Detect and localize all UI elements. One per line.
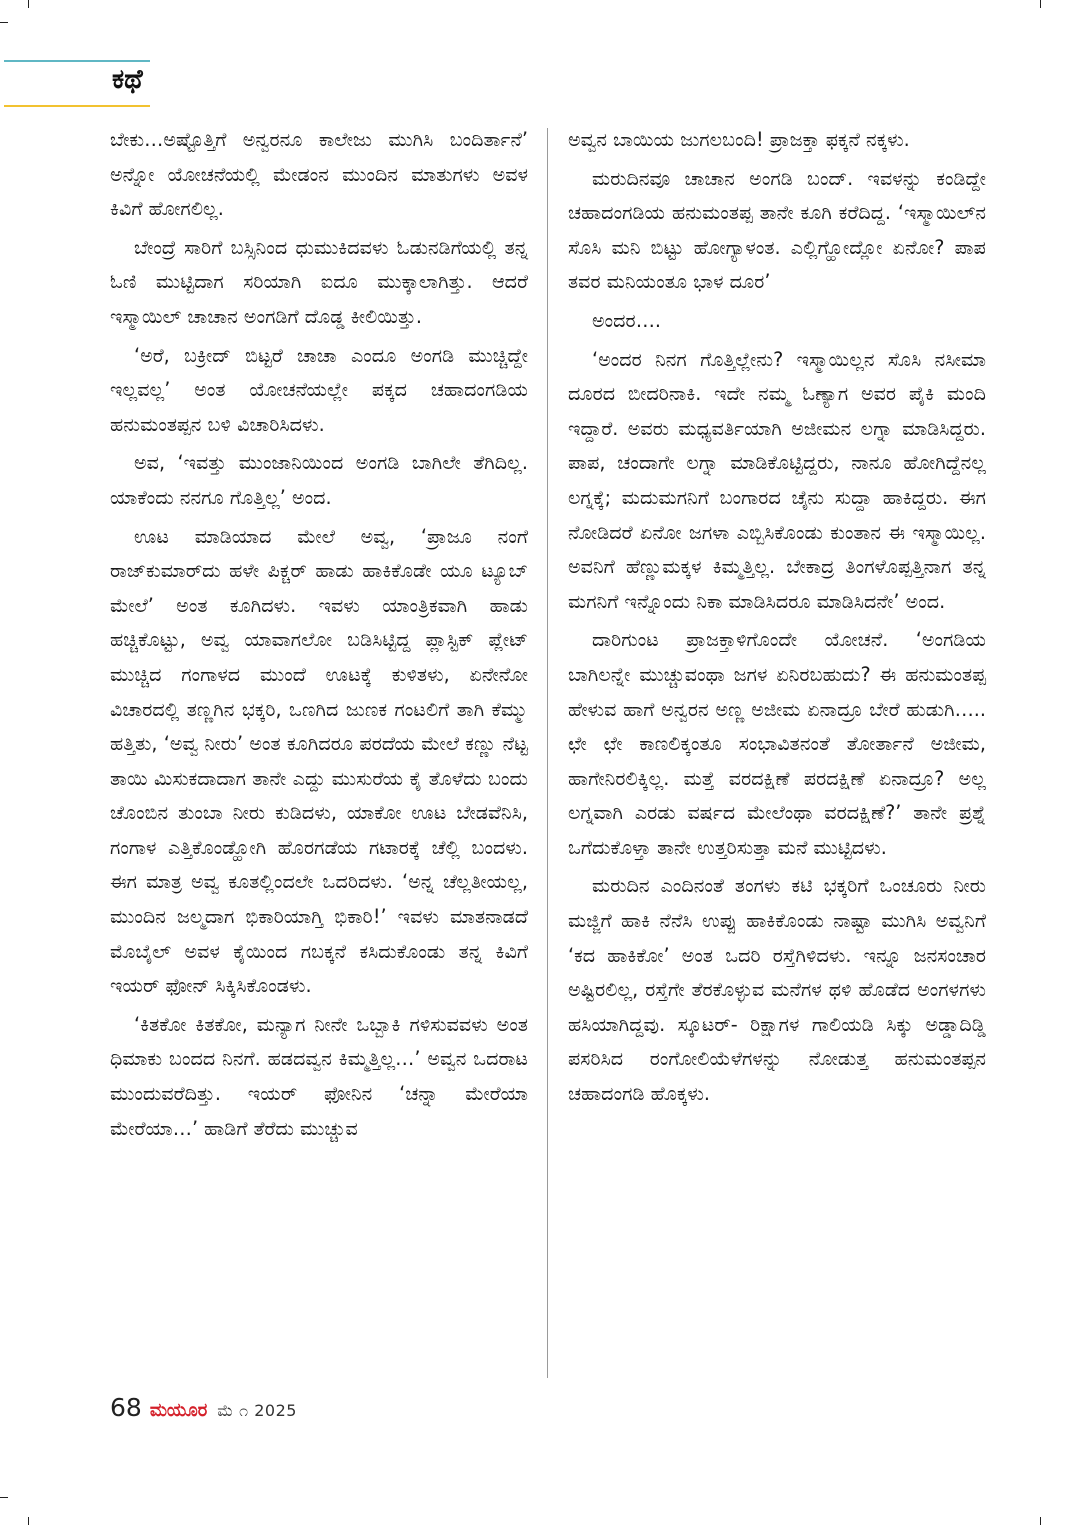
paragraph: ದಾರಿಗುಂಟ ಪ್ರಾಜಕ್ತಾಳಿಗೊಂದೇ ಯೋಚನೆ. ‘ಅಂಗಡಿಯ ಬಾಗಿಲನ್ನೇ ಮುಚ್ಚುವಂಥಾ ಜಗಳ ಏನಿರಬಹುದು? ಈ ಹನುಮಂತಪ್ಪ ಹೇಳುವ ಹಾಗೆ ಅನ್ವರನ ಅಣ್ಣ ಅಜೀಮ ಏನಾದ್ರೂ ಬೇರೆ ಹುಡುಗಿ….. ಛೇ ಛೇ ಕಾಣಲಿಕ್ಕಂತೂ ಸಂಭಾವಿತನಂತೆ ತೋರ್ತಾನೆ ಅಜೀಮ, ಹಾಗೇನಿರಲಿಕ್ಕಿಲ್ಲ. ಮತ್ತೆ ವರದಕ್ಷಿಣೆ ಪರದಕ್ಷಿಣೆ ಏನಾದ್ರೂ? ಅಲ್ಲ ಲಗ್ನವಾಗಿ ಎರಡು ವರ್ಷದ ಮೇಲೆಂಥಾ ವರದಕ್ಷಿಣೆ?’ ತಾನೇ ಪ್ರಶ್ನೆ ಒಗೆದುಕೊಳ್ತಾ ತಾನೇ ಉತ್ತರಿಸುತ್ತಾ ಮನೆ ಮುಟ್ಟಿದಳು. [568,628,986,859]
paragraph: ‘ಅರೆ, ಬಕ್ರೀದ್ ಬಿಟ್ಟರೆ ಚಾಚಾ ಎಂದೂ ಅಂಗಡಿ ಮುಚ್ಚಿದ್ದೇ ಇಲ್ಲವಲ್ಲ’ ಅಂತ ಯೋಚನೆಯಲ್ಲೇ ಪಕ್ಕದ ಚಹಾದಂಗಡಿಯ ಹನುಮಂತಪ್ಪನ ಬಳಿ ವಿಚಾರಿಸಿದಳು. [110,343,528,436]
paragraph: ‘ಅಂದರ ನಿನಗ ಗೊತ್ತಿಲ್ಲೇನು? ಇಸ್ಮಾಯಿಲ್ಲನ ಸೊಸಿ ನಸೀಮಾ ದೂರದ ಬೀದರಿನಾಕಿ. ಇದೇ ನಮ್ಮ ಓಣ್ಯಾಗ ಅವರ ಪೈಕಿ ಮಂದಿ ಇದ್ದಾರೆ. ಅವರು ಮಧ್ಯವರ್ತಿಯಾಗಿ ಅಜೀಮನ ಲಗ್ನಾ ಮಾಡಿಸಿದ್ದರು. ಪಾಪ, ಚಂದಾಗೇ ಲಗ್ನಾ ಮಾಡಿಕೊಟ್ಟಿದ್ದರು, ನಾನೂ ಹೋಗಿದ್ದೆನಲ್ಲ ಲಗ್ನಕ್ಕೆ; ಮದುಮಗನಿಗೆ ಬಂಗಾರದ ಚೈನು ಸುದ್ದಾ ಹಾಕಿದ್ದರು. ಈಗ ನೋಡಿದರೆ ಏನೋ ಜಗಳಾ ಎಬ್ಬಿಸಿಕೊಂಡು ಕುಂತಾನ ಈ ಇಸ್ಮಾಯಿಲ್ಲ. ಅವನಿಗೆ ಹೆಣ್ಣುಮಕ್ಕಳ ಕಿಮ್ಮತ್ತಿಲ್ಲ. ಬೇಕಾದ್ರ ತಿಂಗಳೊಪ್ಪತ್ತಿನಾಗ ತನ್ನ ಮಗನಿಗೆ ಇನ್ನೊಂದು ನಿಕಾ ಮಾಡಿಸಿದರೂ ಮಾಡಿಸಿದನೇ’ ಅಂದ. [568,347,986,613]
column-divider [547,128,548,1378]
paragraph: ಅವ್ವನ ಬಾಯಿಯ ಜುಗಲಬಂದಿ! ಪ್ರಾಜಕ್ತಾ ಫಕ್ಕನೆ ನಕ್ಕಳು. [568,128,910,151]
section-title: ಕಥೆ [112,64,143,95]
crop-mark-top-left [28,0,29,8]
crop-mark-top-right [1040,0,1041,8]
paragraph: ಮರುದಿನ ಎಂದಿನಂತೆ ತಂಗಳು ಕಟಿ ಭಕ್ಕರಿಗೆ ಒಂಚೂರು ನೀರು ಮಜ್ಜಿಗೆ ಹಾಕಿ ನೆನೆಸಿ ಉಪ್ಪು ಹಾಕಿಕೊಂಡು ನಾಷ್ಟಾ ಮುಗಿಸಿ ಅವ್ವನಿಗೆ ‘ಕದ ಹಾಕಿಕೋ’ ಅಂತ ಒದರಿ ರಸ್ತೆಗಿಳಿದಳು. ಇನ್ನೂ ಜನಸಂಚಾರ ಅಷ್ಟಿರಲಿಲ್ಲ, ರಸ್ತೆಗೇ ತೆರಕೊಳ್ಳುವ ಮನೆಗಳ ಥಳಿ ಹೊಡೆದ ಅಂಗಳಗಳು ಹಸಿಯಾಗಿದ್ದವು. ಸ್ಕೂಟರ್- ರಿಕ್ಷಾಗಳ ಗಾಲಿಯಡಿ ಸಿಕ್ಕು ಅಡ್ಡಾದಿಡ್ಡಿ ಪಸರಿಸಿದ ರಂಗೋಲಿಯೆಳೆಗಳನ್ನು ನೋಡುತ್ತ ಹನುಮಂತಪ್ಪನ ಚಹಾದಂಗಡಿ ಹೊಕ್ಕಳು. [568,874,986,1106]
left-column [110,123,528,1150]
crop-mark-left-lower [0,1497,8,1498]
magazine-logo: ಮಯೂರ [149,1400,208,1421]
paragraph: ಅವ, ‘ಇವತ್ತು ಮುಂಜಾನಿಯಿಂದ ಅಂಗಡಿ ಬಾಗಿಲೇ ತೆಗಿದಿಲ್ಲ. ಯಾಕೆಂದು ನನಗೂ ಗೊತ್ತಿಲ್ಲ’ ಅಂದ. [110,451,528,509]
crop-mark-left-upper [0,22,8,23]
paragraph: ಮರುದಿನವೂ ಚಾಚಾನ ಅಂಗಡಿ ಬಂದ್. ಇವಳನ್ನು ಕಂಡಿದ್ದೇ ಚಹಾದಂಗಡಿಯ ಹನುಮಂತಪ್ಪ ತಾನೇ ಕೂಗಿ ಕರೆದಿದ್ದ. ‘ಇಸ್ಮಾಯಿಲ್‌ನ ಸೊಸಿ ಮನಿ ಬಿಟ್ಟು ಹೋಗ್ಯಾಳಂತ. ಎಲ್ಲಿಗ್ಹೋದ್ಲೋ ಏನೋ? ಪಾಪ ತವರ ಮನಿಯಂತೂ ಭಾಳ ದೂರ’ [568,166,986,294]
header-rule-yellow [4,105,150,107]
paragraph: ‘ಕಿತಕೋ ಕಿತಕೋ, ಮನ್ಯಾಗ ನೀನೇ ಒಬ್ಬಾಕಿ ಗಳಿಸುವವಳು ಅಂತ ಧಿಮಾಕು ಬಂದದ ನಿನಗೆ. ಹಡದವ್ವನ ಕಿಮ್ಮತ್ತಿಲ್ಲ…’ ಅವ್ವನ ಒದರಾಟ ಮುಂದುವರೆದಿತ್ತು. ಇಯರ್ ಫೋನಿನ ‘ಚನ್ನಾ ಮೇರೆಯಾ ಮೇರೆಯಾ…’ ಹಾಡಿಗೆ ತೆರೆದು ಮುಚ್ಚುವ [110,1012,528,1140]
right-column [568,123,986,1116]
page-number: 68 [110,1393,142,1422]
page-footer [110,1393,297,1422]
paragraph: ಊಟ ಮಾಡಿಯಾದ ಮೇಲೆ ಅವ್ವ, ‘ಪ್ರಾಜೂ ನಂಗೆ ರಾಜ್‌ಕುಮಾರ್‌ದು ಹಳೇ ಪಿಕ್ಚರ್ ಹಾಡು ಹಾಕಿಕೊಡೇ ಯೂ ಟ್ಯೂಬ್ ಮೇಲೆ’ ಅಂತ ಕೂಗಿದಳು. ಇವಳು ಯಾಂತ್ರಿಕವಾಗಿ ಹಾಡು ಹಚ್ಚಿಕೊಟ್ಟು, ಅವ್ವ ಯಾವಾಗಲೋ ಬಡಿಸಿಟ್ಟಿದ್ದ ಪ್ಲಾಸ್ಟಿಕ್ ಪ್ಲೇಟ್ ಮುಚ್ಚಿದ ಗಂಗಾಳದ ಮುಂದೆ ಊಟಕ್ಕೆ ಕುಳಿತಳು, ಏನೇನೋ ವಿಚಾರದಲ್ಲಿ ತಣ್ಣಗಿನ ಭಕ್ಕರಿ, ಒಣಗಿದ ಜುಣಕ ಗಂಟಲಿಗೆ ತಾಗಿ ಕೆಮ್ಮು ಹತ್ತಿತು, ‘ಅವ್ವ ನೀರು’ ಅಂತ ಕೂಗಿದರೂ ಪರದೆಯ ಮೇಲೆ ಕಣ್ಣು ನೆಟ್ಟ ತಾಯಿ ಮಿಸುಕದಾದಾಗ ತಾನೇ ಎದ್ದು ಮುಸುರೆಯ ಕೈ ತೊಳೆದು ಬಂದು ಚೊಂಬಿನ ತುಂಬಾ ನೀರು ಕುಡಿದಳು, ಯಾಕೋ ಊಟ ಬೇಡವೆನಿಸಿ, ಗಂಗಾಳ ಎತ್ತಿಕೊಂಡ್ಹೋಗಿ ಹೊರಗಡೆಯ ಗಟಾರಕ್ಕೆ ಚೆಲ್ಲಿ ಬಂದಳು. ಈಗ ಮಾತ್ರ ಅವ್ವ ಕೂತಲ್ಲಿಂದಲೇ ಒದರಿದಳು. ‘ಅನ್ನ ಚೆಲ್ಲತೀಯಲ್ಲ, ಮುಂದಿನ ಜಲ್ಮದಾಗ ಭಿಕಾರಿಯಾಗ್ತಿ ಭಿಕಾರಿ!’ ಇವಳು ಮಾತನಾಡದೆ ಮೊಬೈಲ್ ಅವಳ ಕೈಯಿಂದ ಗಬಕ್ಕನೆ ಕಸಿದುಕೊಂಡು ತನ್ನ ಕಿವಿಗೆ ಇಯರ್ ಫೋನ್ ಸಿಕ್ಕಿಸಿಕೊಂಡಳು. [110,524,528,998]
paragraph: ಅಂದರ…. [592,308,661,332]
crop-mark-bottom-left [28,1517,29,1525]
paragraph: ಬೇಕು…ಅಷ್ಟೊತ್ತಿಗೆ ಅನ್ವರನೂ ಕಾಲೇಜು ಮುಗಿಸಿ ಬಂದಿರ್ತಾನೆ’ ಅನ್ನೋ ಯೋಚನೆಯಲ್ಲಿ ಮೇಡಂನ ಮುಂದಿನ ಮಾತುಗಳು ಅವಳ ಕಿವಿಗೆ ಹೋಗಲಿಲ್ಲ. [110,128,528,221]
issue-date: ಮೆ ೧ 2025 [217,1401,297,1420]
crop-mark-bottom-right [1040,1517,1041,1525]
header-rule-teal [4,60,150,62]
paragraph: ಬೇಂದ್ರೆ ಸಾರಿಗೆ ಬಸ್ಸಿನಿಂದ ಧುಮುಕಿದವಳು ಓಡುನಡಿಗೆಯಲ್ಲಿ ತನ್ನ ಓಣಿ ಮುಟ್ಟಿದಾಗ ಸರಿಯಾಗಿ ಐದೂ ಮುಕ್ಕಾಲಾಗಿತ್ತು. ಆದರೆ ಇಸ್ಮಾಯಿಲ್ ಚಾಚಾನ ಅಂಗಡಿಗೆ ದೊಡ್ಡ ಕೀಲಿಯಿತ್ತು. [110,235,528,328]
